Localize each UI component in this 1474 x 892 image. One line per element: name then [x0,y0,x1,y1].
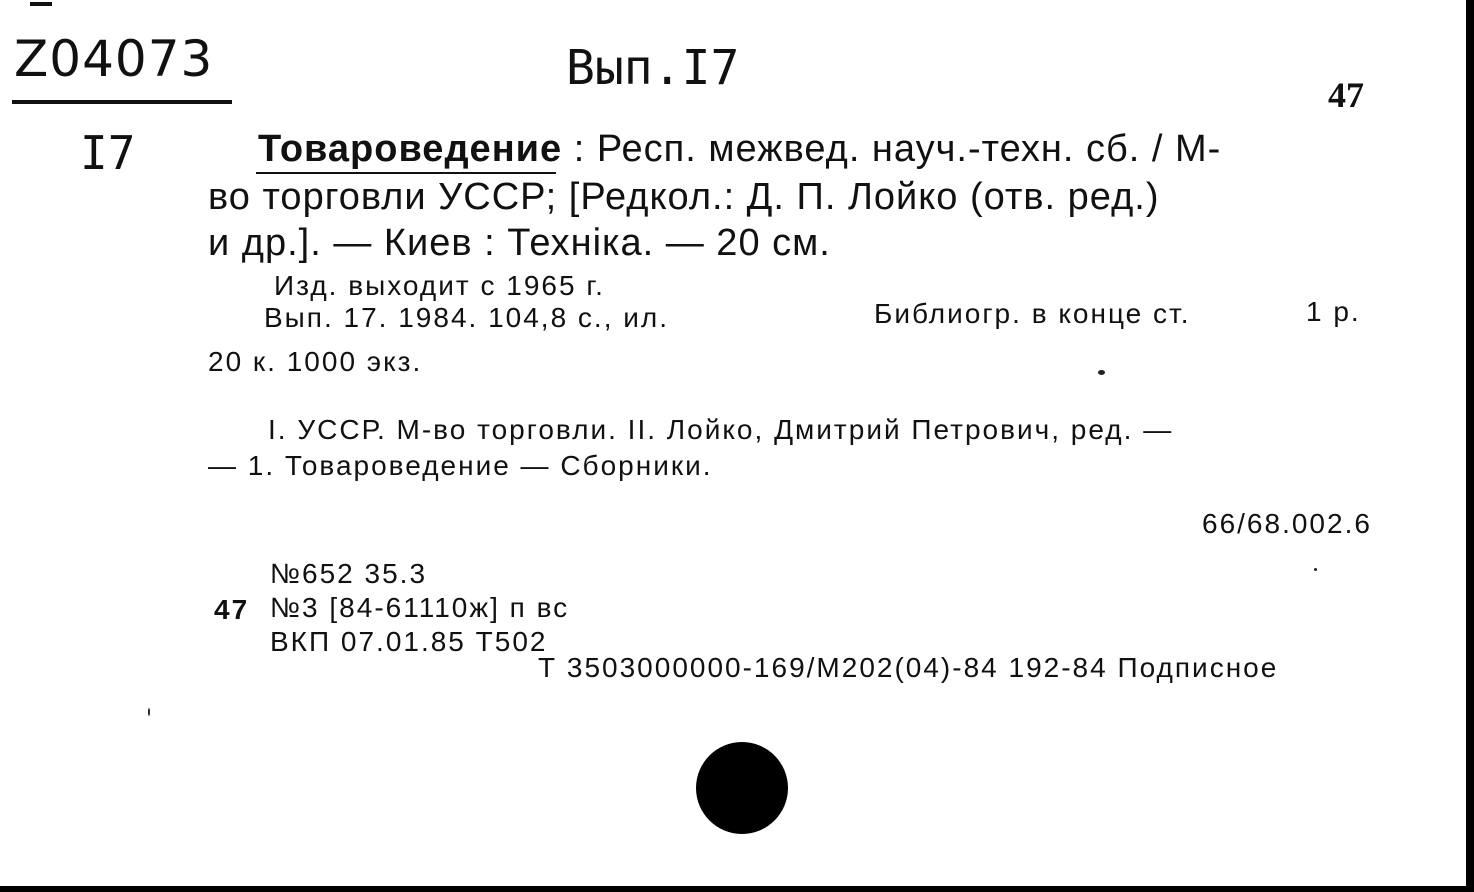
publisher-code-line: Т 3503000000-169/М202(04)-84 192-84 Подписное [538,652,1279,683]
shelf-mark: I7 [80,126,136,180]
title-bold: Товароведение [258,128,563,170]
tracing-line-2: — 1. Товароведение — Сборники. [208,450,713,481]
pen-mark [30,2,52,6]
classification-number: 66/68.002.6 [1202,508,1372,539]
issue-number: Вып.I7 [566,40,740,96]
ink-speck [1314,568,1317,571]
vkp-line: ВКП 07.01.85 Т502 [270,626,548,657]
issue-details: Вып. 17. 1984. 104,8 с., ил. [264,302,670,333]
call-number-underline [12,100,232,104]
call-number: Z04073 [14,30,214,88]
ink-speck [1098,370,1105,375]
punch-hole [696,742,788,834]
title-line-1-rest: : Респ. межвед. науч.-техн. сб. / М- [573,128,1222,170]
registry-3: №3 [84-61110ж] п вс [270,592,570,623]
registry-prefix: 47 [214,594,250,625]
price-rubles: 1 р. [1306,296,1361,327]
price-and-print-run: 20 к. 1000 экз. [208,346,423,377]
title-line-3: и др.]. — Киев : Техніка. — 20 см. [208,222,831,264]
title-underline [256,172,556,174]
bibliography-note: Библиогр. в конце ст. [874,298,1191,329]
ink-speck [148,708,150,716]
publication-since: Изд. выходит с 1965 г. [274,270,605,301]
registry-652: №652 35.3 [270,558,428,589]
title-line-2: во торговли УССР; [Редкол.: Д. П. Лойко (отв. ред.) [208,176,1160,218]
tracing-line-1: I. УССР. М-во торговли. II. Лойко, Дмитрий Петрович, ред. — [268,414,1174,445]
title-line-1 [258,128,1221,171]
page-number: 47 [1328,75,1364,115]
